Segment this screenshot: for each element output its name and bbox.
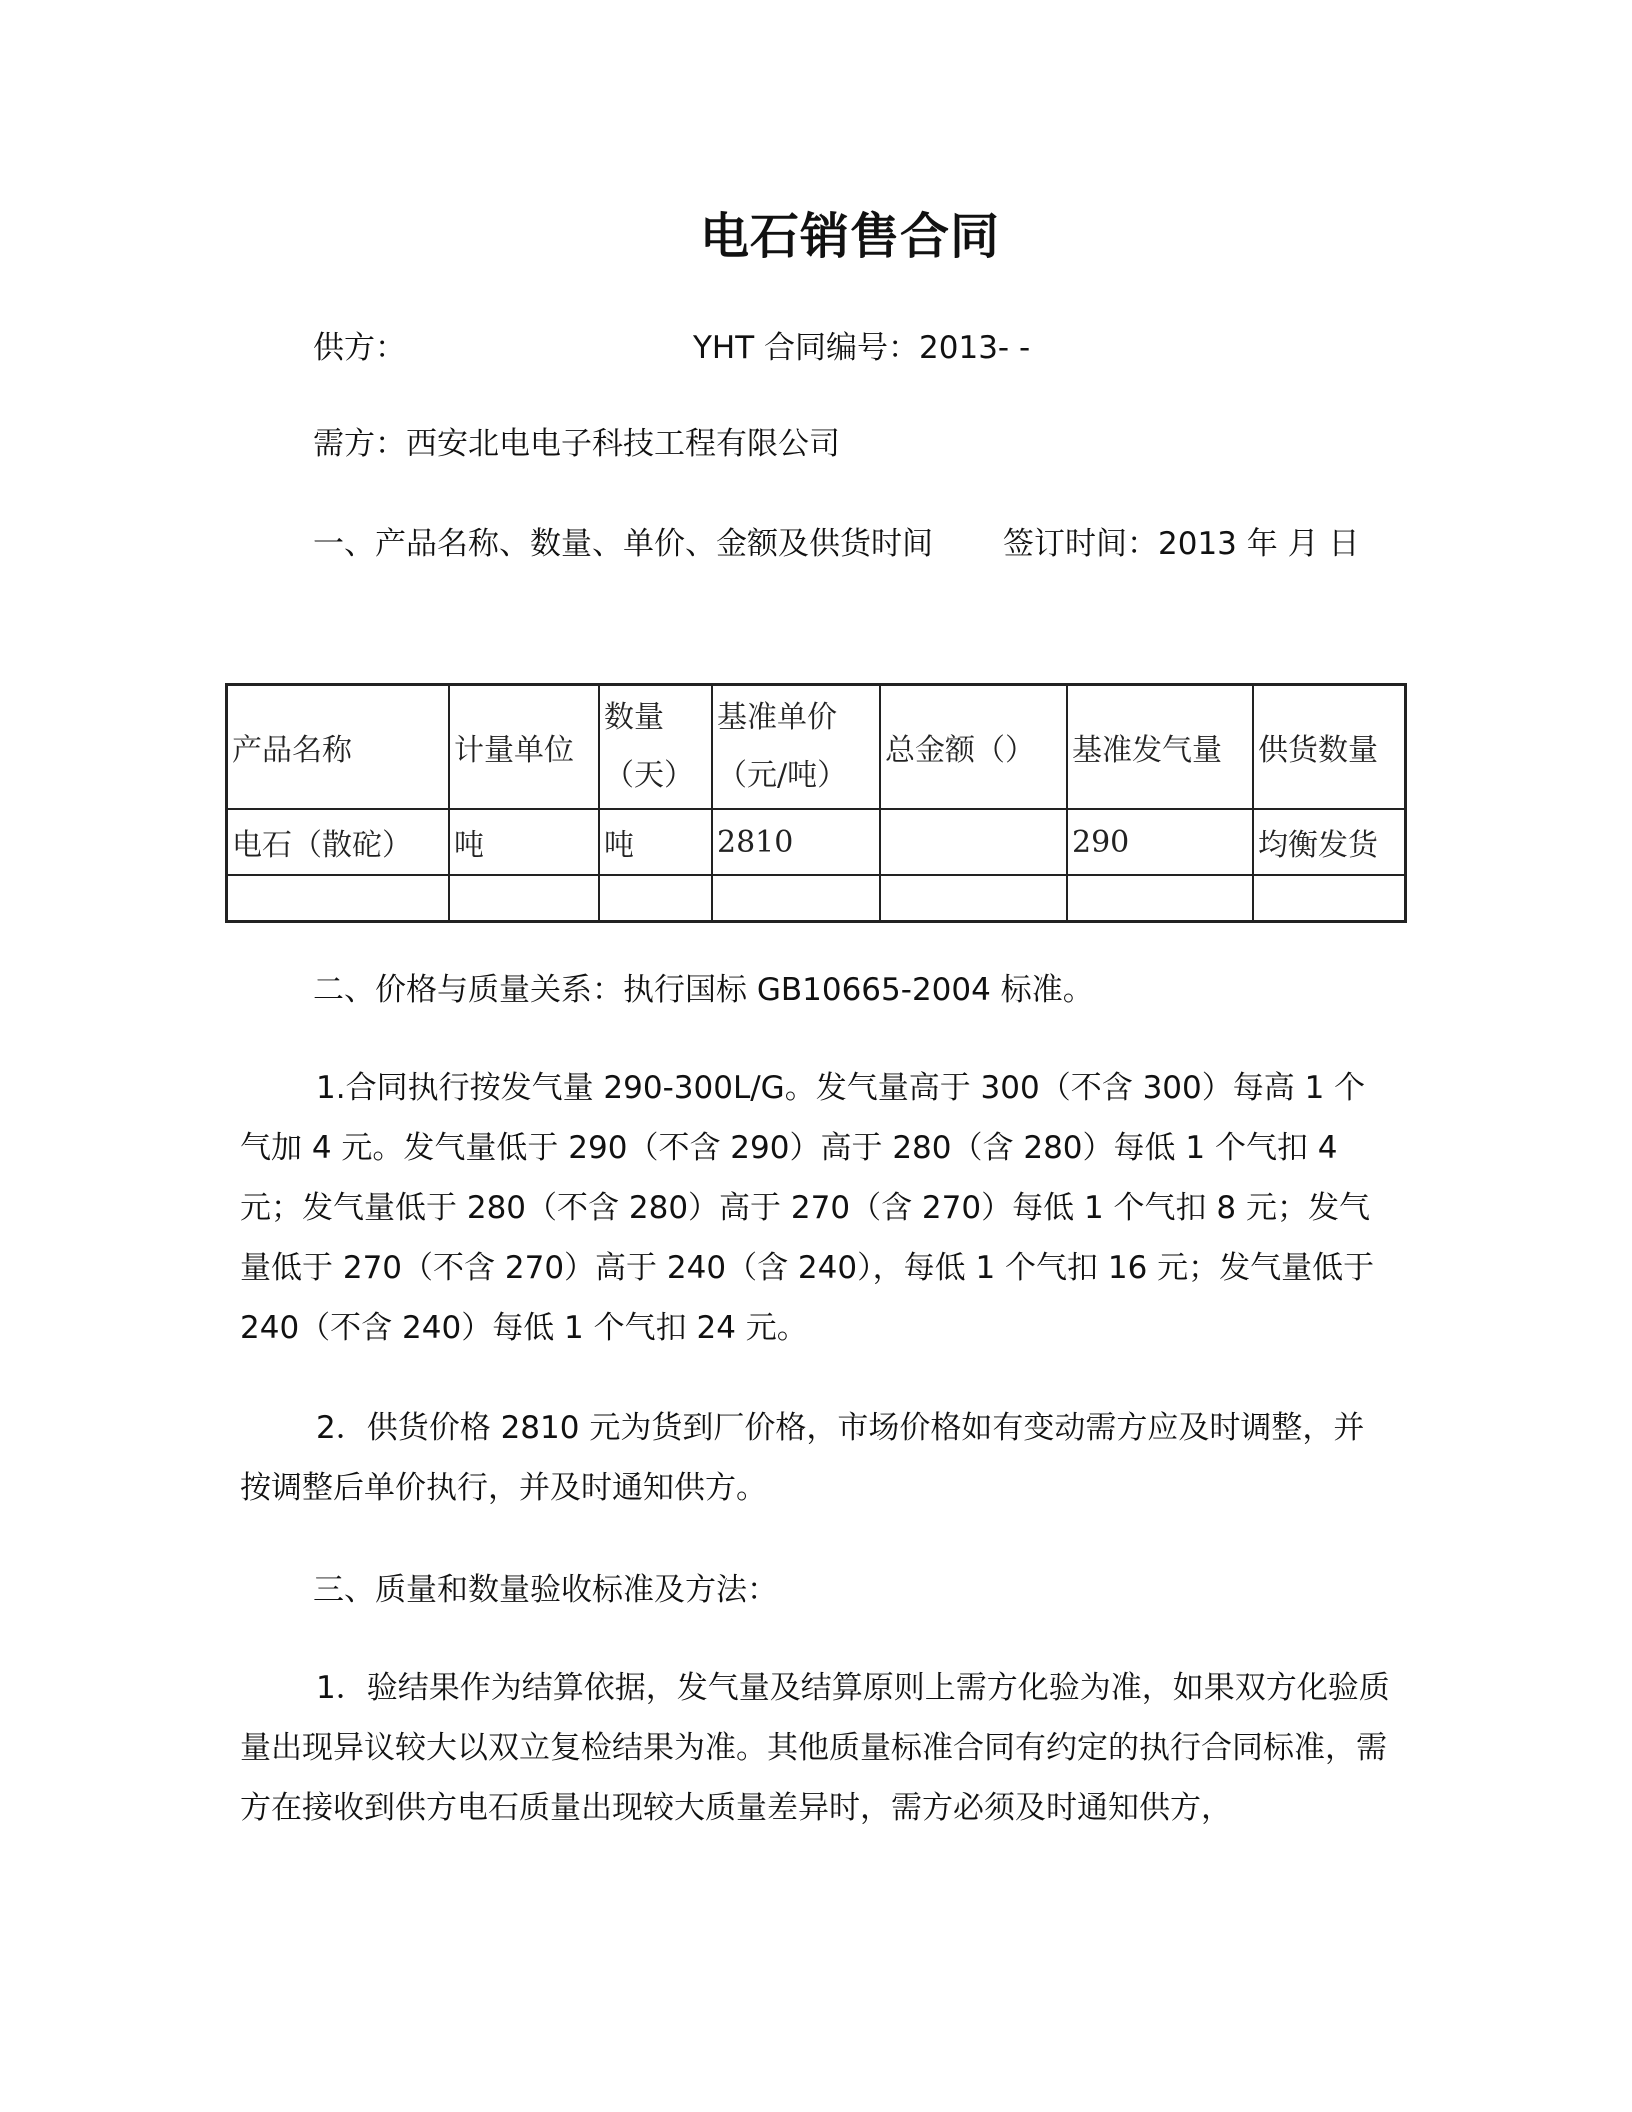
table-cell: [712, 875, 880, 922]
section2-item1: 1.合同执行按发气量 290-300L/G。发气量高于 300（不含 300）每高 1 个气加 4 元。发气量低于 290（不含 290）高于 280（含 280）每低 1 个气扣 4 元；发气量低于 280（不含 280）高于 270（含 270）每低 1 个气扣 8 元；发气量低于 270（不含 270）高于 240（含 240），每低 1 个气扣 16 元；发气量低于 240（不含 240）每低 1 个气扣 24 元。: [240, 1070, 1375, 1346]
section3-item1: 1．验结果作为结算依据，发气量及结算原则上需方化验为准，如果双方化验质量出现异议较大以双立复检结果为准。其他质量标准合同有约定的执行合同标准，需方在接收到供方电石质量出现较大质量差异时，需方必须及时通知供方，: [240, 1670, 1390, 1826]
table-cell: 电石（散砣）: [227, 809, 450, 875]
table-cell: 吨: [449, 809, 599, 875]
table-cell: [880, 875, 1067, 922]
table-cell: 吨: [599, 809, 712, 875]
buyer-line: 需方：西安北电电子科技工程有限公司: [313, 426, 840, 462]
table-cell: [1253, 875, 1406, 922]
table-header-row: [227, 685, 1406, 810]
table-cell: 2810: [712, 809, 880, 875]
header-cell-product-name: 产品名称: [227, 685, 450, 810]
section2-item2: 2．供货价格 2810 元为货到厂价格，市场价格如有变动需方应及时调整，并按调整后单价执行，并及时通知供方。: [240, 1410, 1365, 1506]
header-cell-total: 总金额（）: [880, 685, 1067, 810]
section1-heading: 一、产品名称、数量、单价、金额及供货时间: [313, 526, 933, 562]
page-title: 电石销售合同: [699, 208, 1000, 265]
table-cell: [449, 875, 599, 922]
header-cell-gas-yield: 基准发气量: [1067, 685, 1253, 810]
supplier-label: 供方：: [313, 330, 406, 366]
product-table: [225, 683, 1407, 923]
header-cell-base-price: [712, 685, 880, 810]
contract-number: YHT 合同编号：2013- -: [693, 330, 1031, 366]
table-cell: [1067, 875, 1253, 922]
table-cell: [599, 875, 712, 922]
table-cell: 均衡发货: [1253, 809, 1406, 875]
section3-heading: 三、质量和数量验收标准及方法：: [313, 1572, 778, 1608]
header-price-line2: （元/吨）: [717, 758, 848, 793]
header-quantity-line2: （天）: [604, 758, 694, 793]
header-cell-quantity: [599, 685, 712, 810]
table-cell: [880, 809, 1067, 875]
sign-date: 签订时间：2013 年 月 日: [1003, 526, 1360, 562]
header-cell-supply-qty: 供货数量: [1253, 685, 1406, 810]
table-row: [227, 875, 1406, 922]
table-cell: [227, 875, 450, 922]
header-quantity-line1: 数量: [604, 700, 664, 735]
header-cell-unit: 计量单位: [449, 685, 599, 810]
header-price-line1: 基准单价: [717, 700, 837, 735]
table-cell: 290: [1067, 809, 1253, 875]
section2-heading: 二、价格与质量关系：执行国标 GB10665-2004 标准。: [313, 972, 1094, 1008]
table-row: [227, 809, 1406, 875]
